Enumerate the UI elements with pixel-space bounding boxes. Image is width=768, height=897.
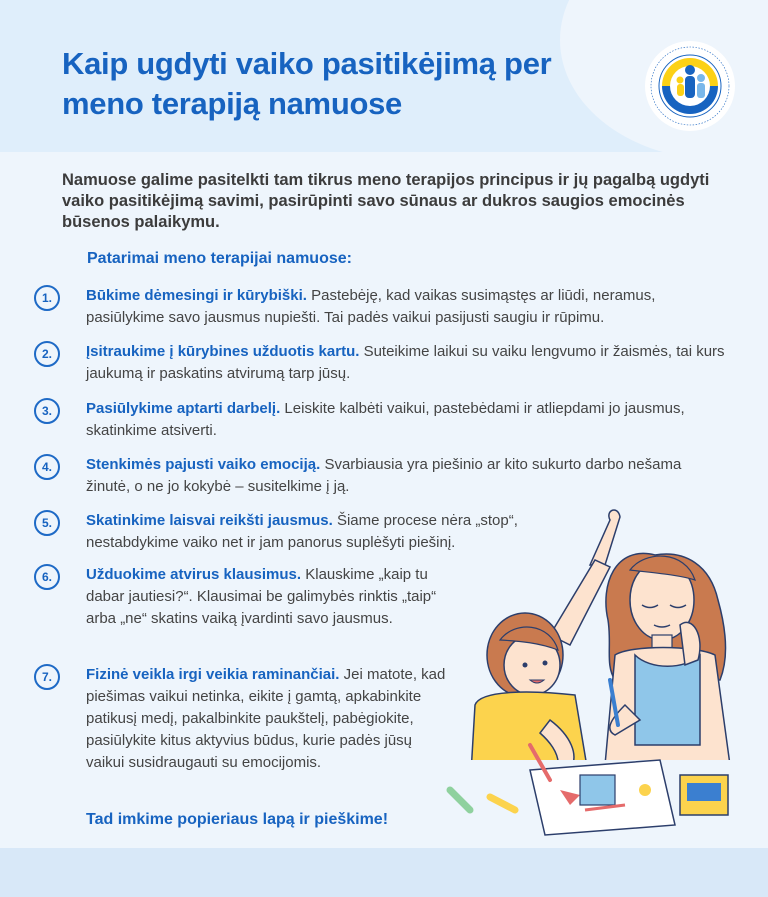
tip-number: 3. (34, 398, 60, 424)
tip-title: Skatinkime laisvai reikšti jausmus. (86, 512, 333, 529)
tip-title: Pasiūlykime aptarti darbelį. (86, 400, 281, 417)
tip-text (86, 341, 726, 385)
tip-number: 1. (34, 285, 60, 311)
tip-text (86, 398, 726, 442)
tips-heading: Patarimai meno terapijai namuose: (87, 250, 352, 267)
tip-body: Svarbiausia yra piešinio ar kito sukurto darbo nešama žinutė, o ne jo kokybė – susitelkime į ją. (86, 456, 682, 495)
tip-body: Šiame procese nėra „stop“, nestabdykime vaiko net ir jam panorus suplėšyti piešinį. (86, 512, 518, 551)
tip-text (86, 564, 461, 630)
tip-number: 5. (34, 510, 60, 536)
tip-body: Suteikime laikui su vaiku lengvumo ir žaismės, tai kurs jaukumą ir paskatins atvirumą tarp jūsų. (86, 343, 725, 382)
tip-number: 2. (34, 341, 60, 367)
tip-text (86, 285, 726, 329)
tip-body: Klauskime „kaip tu dabar jautiesi?“. Klausimai be galimybės rinktis „taip“ arba „ne“ skatins vaiką įvardinti savo jausmus. (86, 566, 437, 627)
mother-and-child-drawing-illustration (430, 505, 760, 845)
tip-number: 6. (34, 564, 60, 590)
tip-body: Leiskite kalbėti vaikui, pastebėdami ir atliepdami jo jausmus, skatinkime atsiverti. (86, 400, 685, 439)
tip-number: 4. (34, 454, 60, 480)
ministry-emblem-icon (644, 40, 736, 132)
tip-text (86, 454, 726, 498)
tip-text (86, 664, 446, 774)
intro-paragraph: Namuose galime pasitelkti tam tikrus meno terapijos principus ir jų pagalbą ugdyti vaiko pasitikėjimą savimi, pasirūpinti savo sūnaus ar dukros saugios emocinės būsenos palaikymu. (62, 171, 710, 231)
tip-number: 7. (34, 664, 60, 690)
tip-body: Pastebėję, kad vaikas susimąstęs ar liūdi, neramus, pasiūlykime savo jausmus nupiešti. Tai padės vaikui pasijusti saugiu ir rūpimu. (86, 287, 656, 326)
tip-title: Užduokime atvirus klausimus. (86, 566, 302, 583)
page-title: Kaip ugdyti vaiko pasitikėjimą per meno terapiją namuose (62, 46, 552, 121)
closing-line: Tad imkime popieriaus lapą ir pieškime! (86, 811, 389, 828)
tip-title: Stenkimės pajusti vaiko emociją. (86, 456, 321, 473)
tip-title: Įsitraukime į kūrybines užduotis kartu. (86, 343, 360, 360)
tip-title: Būkime dėmesingi ir kūrybiški. (86, 287, 307, 304)
tip-body: Jei matote, kad piešimas vaikui netinka, eikite į gamtą, apkabinkite patikusį medį, pakalbinkite paukštelį, pabėgiokite, pasiūlykite kitus aktyvius būdus, kurie padės jūsų vaikui susidraugauti su emocijomis. (86, 666, 446, 771)
tip-title: Fizinė veikla irgi veikia raminančiai. (86, 666, 340, 683)
footer-band (0, 848, 768, 897)
